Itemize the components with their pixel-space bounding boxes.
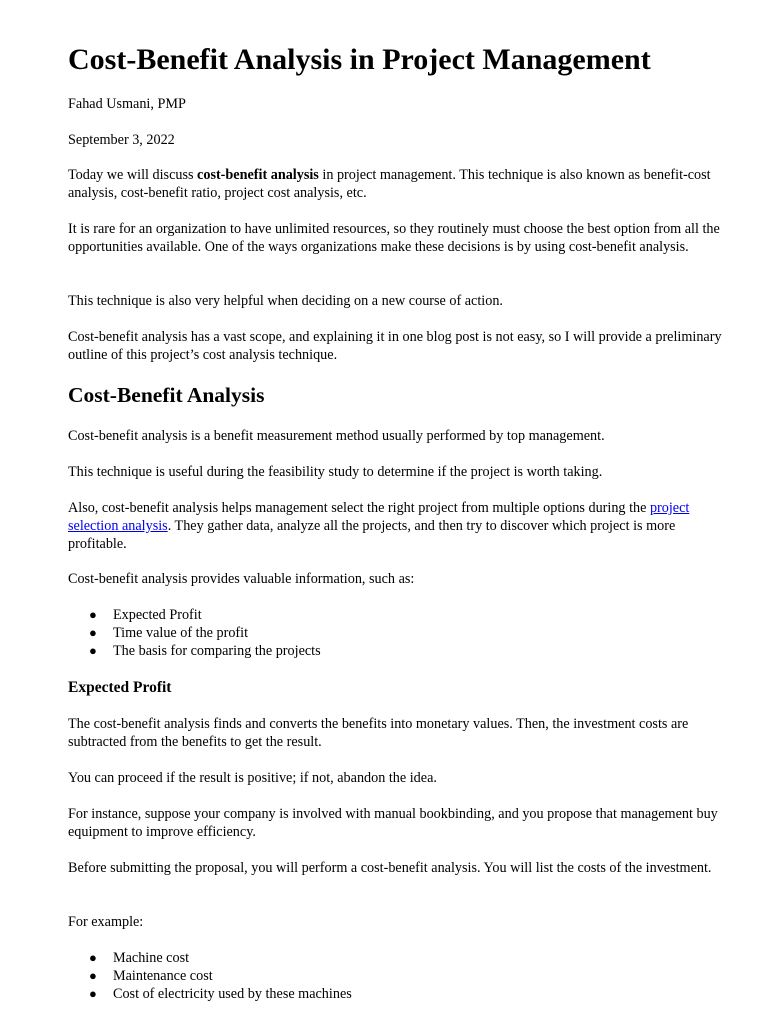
intro-text-start: Today we will discuss [68,167,198,183]
list-item-label: Time value of the profit [113,625,249,642]
list-item [68,624,734,642]
page-title: Cost-Benefit Analysis in Project Management [68,43,651,76]
list-item-label: The basis for comparing the projects [113,643,321,660]
intro-bold-term: cost-benefit analysis [197,167,319,183]
list-item-label: Machine cost [113,950,190,966]
section1-paragraph-3 [68,499,734,554]
intro-paragraph-2: It is rare for an organization to have unlimited resources, so they routinely must choose the best option from all the opportunities available. One of the ways organizations make these decisions is by using cost-benefit analysis. [68,221,720,256]
section2-paragraph-5: For example: [68,914,144,930]
section1-paragraph-4: Cost-benefit analysis provides valuable information, such as: [68,571,415,587]
section1-text-end: . They gather data, analyze all the projects, and then try to discover which project is more profitable. [68,518,676,553]
list-item-label: Maintenance cost [113,968,213,985]
bullet-icon: ● [89,986,97,1002]
intro-paragraph-4: Cost-benefit analysis has a vast scope, and explaining it in one blog post is not easy, so I will provide a preliminary outline of this project’s cost analysis technique. [68,329,722,364]
benefits-list [68,606,734,661]
intro-paragraph-1 [68,166,734,202]
list-item [68,642,734,660]
bullet-icon: ● [89,625,97,641]
section2-paragraph-4: Before submitting the proposal, you will perform a cost-benefit analysis. You will list the costs of the investment. [68,860,712,876]
costs-list [68,949,734,1004]
section2-paragraph-1: The cost-benefit analysis finds and converts the benefits into monetary values. Then, the investment costs are subtracted from the benefits to get the result. [68,716,689,751]
section2-paragraph-3: For instance, suppose your company is involved with manual bookbinding, and you propose that management buy equipment to improve efficiency. [68,806,718,841]
section1-paragraph-1: Cost-benefit analysis is a benefit measurement method usually performed by top management. [68,428,605,444]
section1-text-start: Also, cost-benefit analysis helps management select the right project from multiple options during the [68,500,650,516]
list-item [68,985,734,1003]
section1-paragraph-2: This technique is useful during the feasibility study to determine if the project is worth taking. [68,464,603,480]
list-item [68,967,734,985]
list-item [68,949,734,967]
bullet-icon: ● [89,607,97,622]
list-item-label: Cost of electricity used by these machines [113,986,352,1003]
list-item [68,606,734,624]
section-heading-expected-profit: Expected Profit [68,679,172,696]
project-selection-analysis-link[interactable]: project selection analysis [68,500,690,535]
intro-paragraph-3: This technique is also very helpful when deciding on a new course of action. [68,293,503,309]
bullet-icon: ● [89,968,97,984]
intro-text-end: in project management. This technique is also known as benefit-cost analysis, cost-benefit ratio, project cost analysis, etc. [68,167,711,202]
bullet-icon: ● [89,950,97,965]
author-name: Fahad Usmani, PMP [68,96,186,112]
publish-date: September 3, 2022 [68,132,175,148]
bullet-icon: ● [89,643,97,659]
section2-paragraph-2: You can proceed if the result is positive; if not, abandon the idea. [68,770,437,786]
section-heading-cost-benefit: Cost-Benefit Analysis [68,383,265,407]
list-item-label: Expected Profit [113,607,202,623]
